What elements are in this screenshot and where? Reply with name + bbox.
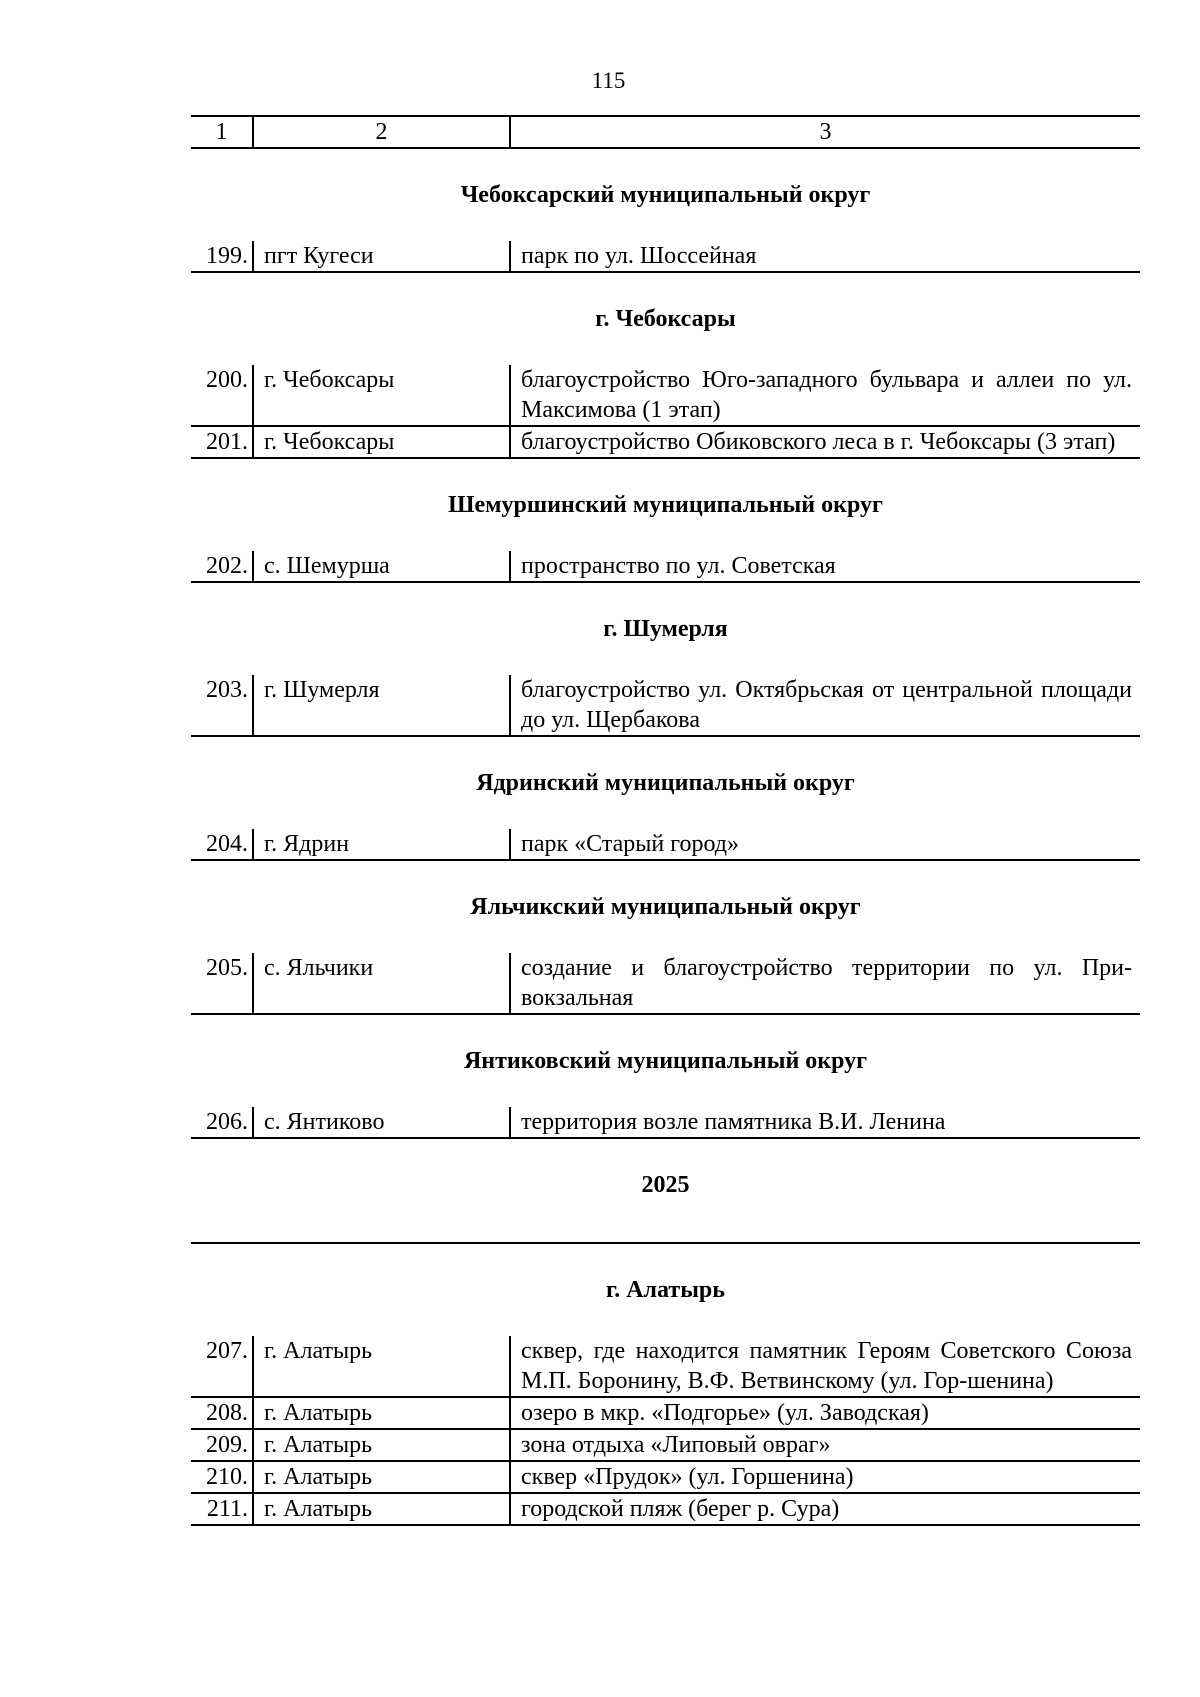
row-number: 211. xyxy=(191,1493,253,1525)
section-table xyxy=(191,241,1140,273)
row-number: 205. xyxy=(191,953,253,1014)
row-number: 207. xyxy=(191,1336,253,1397)
row-place: пгт Кугеси xyxy=(253,241,510,272)
row-place: г. Алатырь xyxy=(253,1461,510,1493)
sections-2025 xyxy=(191,1244,1140,1526)
row-object: озеро в мкр. «Подгорье» (ул. Заводская) xyxy=(510,1397,1140,1429)
column-number-header xyxy=(191,115,1140,149)
section-table xyxy=(191,1336,1140,1526)
row-number: 209. xyxy=(191,1429,253,1461)
page-number: 115 xyxy=(591,68,626,93)
row-object: зона отдыха «Липовый овраг» xyxy=(510,1429,1140,1461)
row-number: 201. xyxy=(191,426,253,458)
row-number: 203. xyxy=(191,675,253,736)
table-row xyxy=(191,1461,1140,1493)
row-number: 208. xyxy=(191,1397,253,1429)
table-row xyxy=(191,829,1140,860)
row-object: парк по ул. Шоссейная xyxy=(510,241,1140,272)
row-place: с. Шемурша xyxy=(253,551,510,582)
row-object: парк «Старый город» xyxy=(510,829,1140,860)
row-place: с. Яльчики xyxy=(253,953,510,1014)
section-title: Янтиковский муниципальный округ xyxy=(463,1048,868,1074)
section-title: г. Шумерля xyxy=(603,616,728,642)
document-body xyxy=(191,115,1140,1526)
table-row xyxy=(191,365,1140,426)
table-row xyxy=(191,1107,1140,1138)
row-object: городской пляж (берег р. Сура) xyxy=(510,1493,1140,1525)
section-table xyxy=(191,1107,1140,1139)
row-object: создание и благоустройство территории по ул. При-вокзальная xyxy=(510,953,1140,1014)
section-title: Яльчикский муниципальный округ xyxy=(470,894,861,920)
row-place: г. Ядрин xyxy=(253,829,510,860)
table-row xyxy=(191,1336,1140,1397)
table-row xyxy=(191,551,1140,582)
section-table xyxy=(191,675,1140,737)
row-number: 200. xyxy=(191,365,253,426)
sections-2024 xyxy=(191,149,1140,1139)
row-place: г. Алатырь xyxy=(253,1397,510,1429)
row-number: 199. xyxy=(191,241,253,272)
row-object: пространство по ул. Советская xyxy=(510,551,1140,582)
row-object: территория возле памятника В.И. Ленина xyxy=(510,1107,1140,1138)
section-title: Ядринский муниципальный округ xyxy=(476,770,855,796)
row-object: сквер, где находится памятник Героям Советского Союза М.П. Боронину, В.Ф. Ветвинскому (ул. Гор-шенина) xyxy=(510,1336,1140,1397)
row-place: г. Шумерля xyxy=(253,675,510,736)
year-heading: 2025 xyxy=(191,1139,1140,1244)
column-number-2: 2 xyxy=(253,116,510,148)
section-table xyxy=(191,365,1140,459)
column-number-1: 1 xyxy=(191,116,253,148)
row-place: с. Янтиково xyxy=(253,1107,510,1138)
row-number: 204. xyxy=(191,829,253,860)
row-place: г. Алатырь xyxy=(253,1493,510,1525)
section-table xyxy=(191,551,1140,583)
row-place: г. Алатырь xyxy=(253,1429,510,1461)
table-row xyxy=(191,1493,1140,1525)
row-number: 202. xyxy=(191,551,253,582)
table-row xyxy=(191,241,1140,272)
section-title: г. Алатырь xyxy=(606,1277,725,1303)
row-object: благоустройство ул. Октябрьская от центральной площади до ул. Щербакова xyxy=(510,675,1140,736)
table-row xyxy=(191,1429,1140,1461)
table-row xyxy=(191,675,1140,736)
section-table xyxy=(191,829,1140,861)
row-number: 206. xyxy=(191,1107,253,1138)
section-table xyxy=(191,953,1140,1015)
row-object: благоустройство Юго-западного бульвара и аллеи по ул. Максимова (1 этап) xyxy=(510,365,1140,426)
section-title: г. Чебоксары xyxy=(595,306,736,332)
section-title: Чебоксарский муниципальный округ xyxy=(460,182,871,208)
row-place: г. Чебоксары xyxy=(253,365,510,426)
row-object: благоустройство Обиковского леса в г. Чебоксары (3 этап) xyxy=(510,426,1140,458)
column-number-3: 3 xyxy=(510,116,1140,148)
table-row xyxy=(191,953,1140,1014)
section-title: Шемуршинский муниципальный округ xyxy=(448,492,883,518)
row-number: 210. xyxy=(191,1461,253,1493)
row-place: г. Чебоксары xyxy=(253,426,510,458)
row-object: сквер «Прудок» (ул. Горшенина) xyxy=(510,1461,1140,1493)
table-row xyxy=(191,1397,1140,1429)
row-place: г. Алатырь xyxy=(253,1336,510,1397)
table-row xyxy=(191,426,1140,458)
column-number-row xyxy=(191,116,1140,148)
